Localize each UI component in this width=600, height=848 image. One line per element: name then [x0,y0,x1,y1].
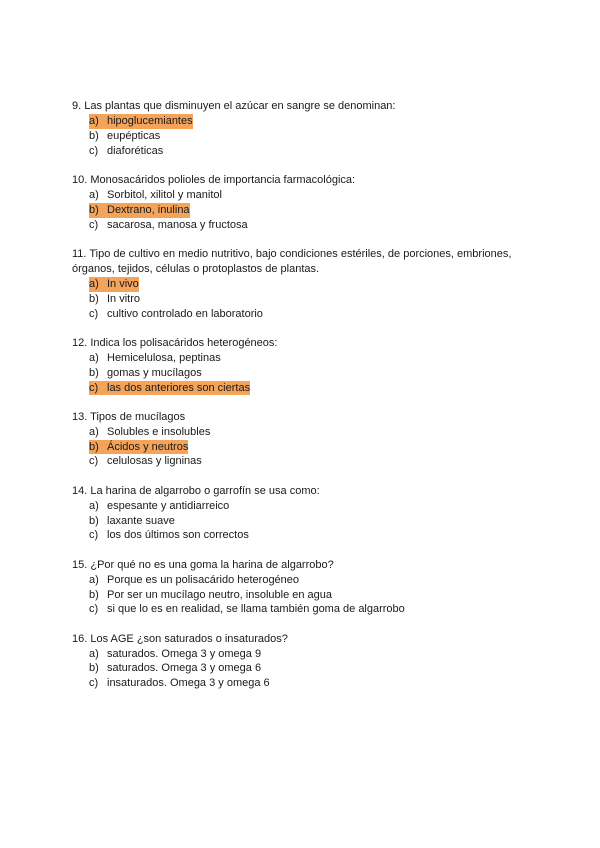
option-text: In vivo [107,277,139,290]
answer-option-highlighted [72,381,532,396]
option-letter: b) [89,662,99,675]
option-letter: a) [89,499,99,512]
answer-content [89,454,202,469]
option-text: gomas y mucílagos [107,366,202,379]
option-text: Solubles e insolubles [107,425,211,438]
option-text: In vitro [107,292,141,305]
answer-option [72,647,532,662]
option-letter: c) [89,381,99,394]
question-list [72,99,532,706]
option-letter: c) [89,677,99,690]
question-block [72,336,532,396]
answer-option [72,292,532,307]
answer-options [72,277,532,322]
option-text: si que lo es en realidad, se llama también goma de algarrobo [107,603,405,616]
question-text: 14. La harina de algarrobo o garrofín se usa como: [72,484,320,497]
option-text: insaturados. Omega 3 y omega 6 [107,677,270,690]
option-letter: b) [89,129,99,142]
answer-options [72,188,532,233]
question-text: 16. Los AGE ¿son saturados o insaturados? [72,632,288,645]
answer-option [72,129,532,144]
option-text: Por ser un mucílago neutro, insoluble en agua [107,588,333,601]
answer-option [72,514,532,529]
answer-content [89,676,270,691]
answer-options [72,499,532,544]
question-block [72,410,532,470]
answer-option [72,528,532,543]
answer-content [89,188,222,203]
option-text: Ácidos y neutros [107,440,189,453]
answer-option [72,366,532,381]
answer-content [89,573,299,588]
option-letter: c) [89,144,99,157]
question-block [72,173,532,233]
option-text: Hemicelulosa, peptinas [107,351,221,364]
option-text: saturados. Omega 3 y omega 6 [107,662,262,675]
option-letter: c) [89,455,99,468]
answer-option [72,188,532,203]
answer-options [72,573,532,618]
option-text: los dos últimos son correctos [107,529,249,542]
option-letter: c) [89,218,99,231]
question-block [72,484,532,544]
answer-option [72,351,532,366]
option-text: las dos anteriores son ciertas [107,381,251,394]
answer-option [72,661,532,676]
option-letter: a) [89,573,99,586]
answer-option-highlighted [72,203,532,218]
option-letter: b) [89,440,99,453]
answer-content [89,218,248,233]
question-block [72,99,532,159]
answer-option [72,573,532,588]
answer-option [72,454,532,469]
option-text: diaforéticas [107,144,164,157]
answer-option [72,144,532,159]
option-letter: c) [89,603,99,616]
question-block [72,558,532,618]
option-text: Sorbitol, xilitol y manitol [107,188,222,201]
answer-option [72,425,532,440]
answer-option-highlighted [72,277,532,292]
answer-option [72,218,532,233]
option-text: eupépticas [107,129,161,142]
answer-highlight [89,203,190,218]
answer-highlight [89,440,188,455]
option-letter: b) [89,366,99,379]
answer-options [72,425,532,470]
option-letter: b) [89,514,99,527]
answer-option [72,602,532,617]
option-letter: b) [89,588,99,601]
option-letter: a) [89,114,99,127]
answer-content [89,499,229,514]
answer-content [89,647,261,662]
answer-highlight [89,277,139,292]
option-letter: a) [89,647,99,660]
option-letter: c) [89,307,99,320]
answer-content [89,129,160,144]
answer-content [89,661,261,676]
option-letter: a) [89,277,99,290]
answer-content [89,528,249,543]
question-text: 12. Indica los polisacáridos heterogéneos: [72,336,278,349]
option-text: sacarosa, manosa y fructosa [107,218,248,231]
question-text: 13. Tipos de mucílagos [72,410,186,423]
question-text: 9. Las plantas que disminuyen el azúcar en sangre se denominan: [72,100,396,112]
option-text: saturados. Omega 3 y omega 9 [107,647,262,660]
option-letter: a) [89,188,99,201]
option-text: Dextrano, inulina [107,203,190,216]
question-text: 15. ¿Por qué no es una goma la harina de algarrobo? [72,558,334,571]
option-text: Porque es un polisacárido heterogéneo [107,573,300,586]
answer-content [89,602,405,617]
option-text: cultivo controlado en laboratorio [107,307,263,320]
answer-content [89,307,263,322]
answer-option-highlighted [72,114,532,129]
option-text: laxante suave [107,514,175,527]
answer-option [72,499,532,514]
answer-options [72,647,532,692]
answer-option [72,588,532,603]
answer-highlight [89,381,250,396]
answer-option [72,676,532,691]
option-text: espesante y antidiarreico [107,499,230,512]
question-block [72,247,532,321]
answer-highlight [89,114,193,129]
option-letter: a) [89,351,99,364]
answer-content [89,514,175,529]
answer-content [89,425,210,440]
answer-content [89,292,140,307]
question-block [72,632,532,692]
option-letter: b) [89,292,99,305]
answer-option-highlighted [72,440,532,455]
question-text: 10. Monosacáridos polioles de importancia farmacológica: [72,173,356,186]
answer-options [72,114,532,159]
option-text: hipoglucemiantes [107,114,193,127]
answer-content [89,366,202,381]
answer-option [72,307,532,322]
answer-content [89,588,332,603]
option-letter: a) [89,425,99,438]
option-letter: c) [89,529,99,542]
answer-content [89,351,221,366]
question-text: 11. Tipo de cultivo en medio nutritivo, bajo condiciones estériles, de porciones, embriones, órganos, tejidos, células o protoplastos de plantas. [72,247,512,275]
option-text: celulosas y ligninas [107,455,202,468]
answer-options [72,351,532,396]
answer-content [89,144,163,159]
option-letter: b) [89,203,99,216]
